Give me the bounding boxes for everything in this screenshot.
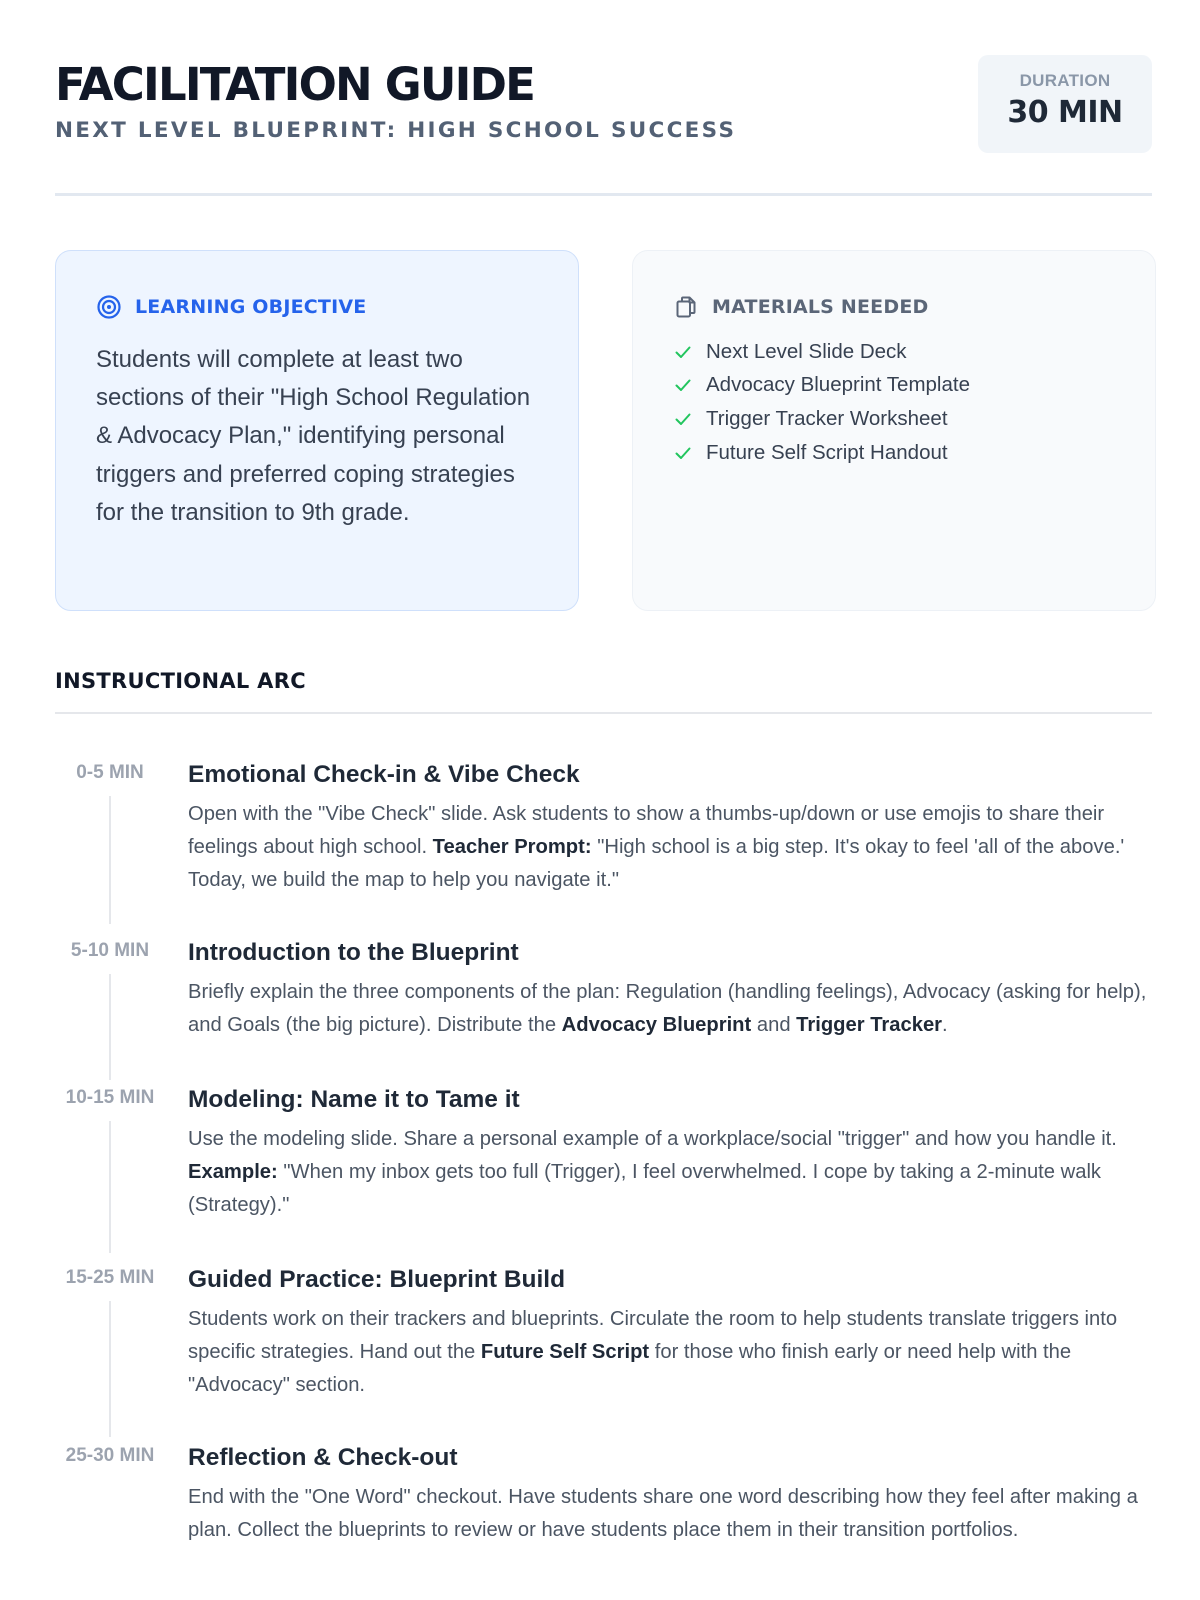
- step-time: 25-30 MIN: [65, 1445, 155, 1466]
- page-header: [55, 55, 1152, 155]
- duration-value: 30 MIN: [1007, 95, 1123, 130]
- step-body: Briefly explain the three components of the plan: Regulation (handling feelings), Advocacy (asking for help), and Goals (the big picture). Distribute the Advocacy Blueprint and Trigger Tracker.: [188, 981, 1147, 1036]
- step-body-emphasis: Advocacy Blueprint: [561, 1013, 752, 1036]
- step-body: Open with the "Vibe Check" slide. Ask students to show a thumbs-up/down or use emojis to share their feelings about high school. Teacher Prompt: "High school is a big step. It's okay to feel 'all of the above.' Today, we build the map to help you navigate it.": [188, 803, 1125, 891]
- step-body: Use the modeling slide. Share a personal example of a workplace/social "trigger" and how you handle it. Example: "When my inbox gets too full (Trigger), I feel overwhelmed. I cope by taking a 2-minute walk (Strategy).": [188, 1128, 1117, 1216]
- material-item: [673, 369, 970, 403]
- timeline-line: [109, 796, 111, 924]
- check-icon: [673, 375, 693, 395]
- header-divider: [55, 193, 1152, 196]
- step-time: 0-5 MIN: [76, 762, 144, 783]
- step-body: End with the "One Word" checkout. Have students share one word describing how they feel after making a plan. Collect the blueprints to review or have students place them in their transition portfolios.: [188, 1486, 1138, 1541]
- step-title: Guided Practice: Blueprint Build: [188, 1266, 566, 1293]
- material-item: [673, 436, 970, 470]
- step-title: Reflection & Check-out: [188, 1444, 458, 1471]
- material-item-label: Future Self Script Handout: [706, 440, 948, 464]
- step-time: 5-10 MIN: [70, 940, 150, 961]
- learning-objective-header: [96, 294, 366, 320]
- step-title: Modeling: Name it to Tame it: [188, 1086, 520, 1113]
- instructional-arc-heading: INSTRUCTIONAL ARC: [55, 669, 306, 693]
- learning-objective-heading: LEARNING OBJECTIVE: [135, 296, 367, 318]
- step-body-emphasis: Future Self Script: [480, 1340, 650, 1363]
- step-body-emphasis: Trigger Tracker: [796, 1013, 943, 1036]
- timeline-line: [109, 974, 111, 1080]
- step-time: 15-25 MIN: [65, 1267, 155, 1288]
- materials-needed-card: [632, 250, 1156, 611]
- instructional-arc-divider: [55, 712, 1152, 714]
- page-subtitle: NEXT LEVEL BLUEPRINT: HIGH SCHOOL SUCCESS: [55, 118, 737, 143]
- step-body-emphasis: Example:: [188, 1160, 278, 1183]
- materials-needed-heading: MATERIALS NEEDED: [712, 296, 929, 318]
- page-title: FACILITATION GUIDE: [55, 58, 535, 111]
- timeline-line: [109, 1301, 111, 1437]
- target-icon: [96, 294, 122, 320]
- check-icon: [673, 409, 693, 429]
- step-title: Introduction to the Blueprint: [188, 939, 519, 966]
- copy-icon: [673, 294, 699, 320]
- learning-objective-text: Students will complete at least two sections of their "High School Regulation & Advocacy Plan," identifying personal triggers and preferred coping strategies for the transition to 9th grade.: [96, 346, 531, 526]
- step-body-emphasis: Teacher Prompt:: [432, 835, 592, 858]
- timeline-line: [109, 1121, 111, 1253]
- facilitation-guide-page: [55, 0, 1152, 1600]
- learning-objective-card: [55, 250, 579, 611]
- duration-badge: [978, 55, 1152, 153]
- duration-label: DURATION: [1019, 71, 1111, 90]
- check-icon: [673, 342, 693, 362]
- step-body: Students work on their trackers and blueprints. Circulate the room to help students translate triggers into specific strategies. Hand out the Future Self Script for those who finish early or need help with the "Advocacy" section.: [188, 1308, 1118, 1396]
- step-time: 10-15 MIN: [65, 1087, 155, 1108]
- materials-needed-header: [673, 294, 928, 320]
- material-item-label: Advocacy Blueprint Template: [706, 373, 970, 397]
- material-item: [673, 402, 970, 436]
- check-icon: [673, 443, 693, 463]
- material-item: [673, 335, 970, 369]
- material-item-label: Trigger Tracker Worksheet: [706, 406, 948, 430]
- step-title: Emotional Check-in & Vibe Check: [188, 761, 580, 788]
- materials-list: [673, 335, 970, 469]
- material-item-label: Next Level Slide Deck: [706, 339, 907, 363]
